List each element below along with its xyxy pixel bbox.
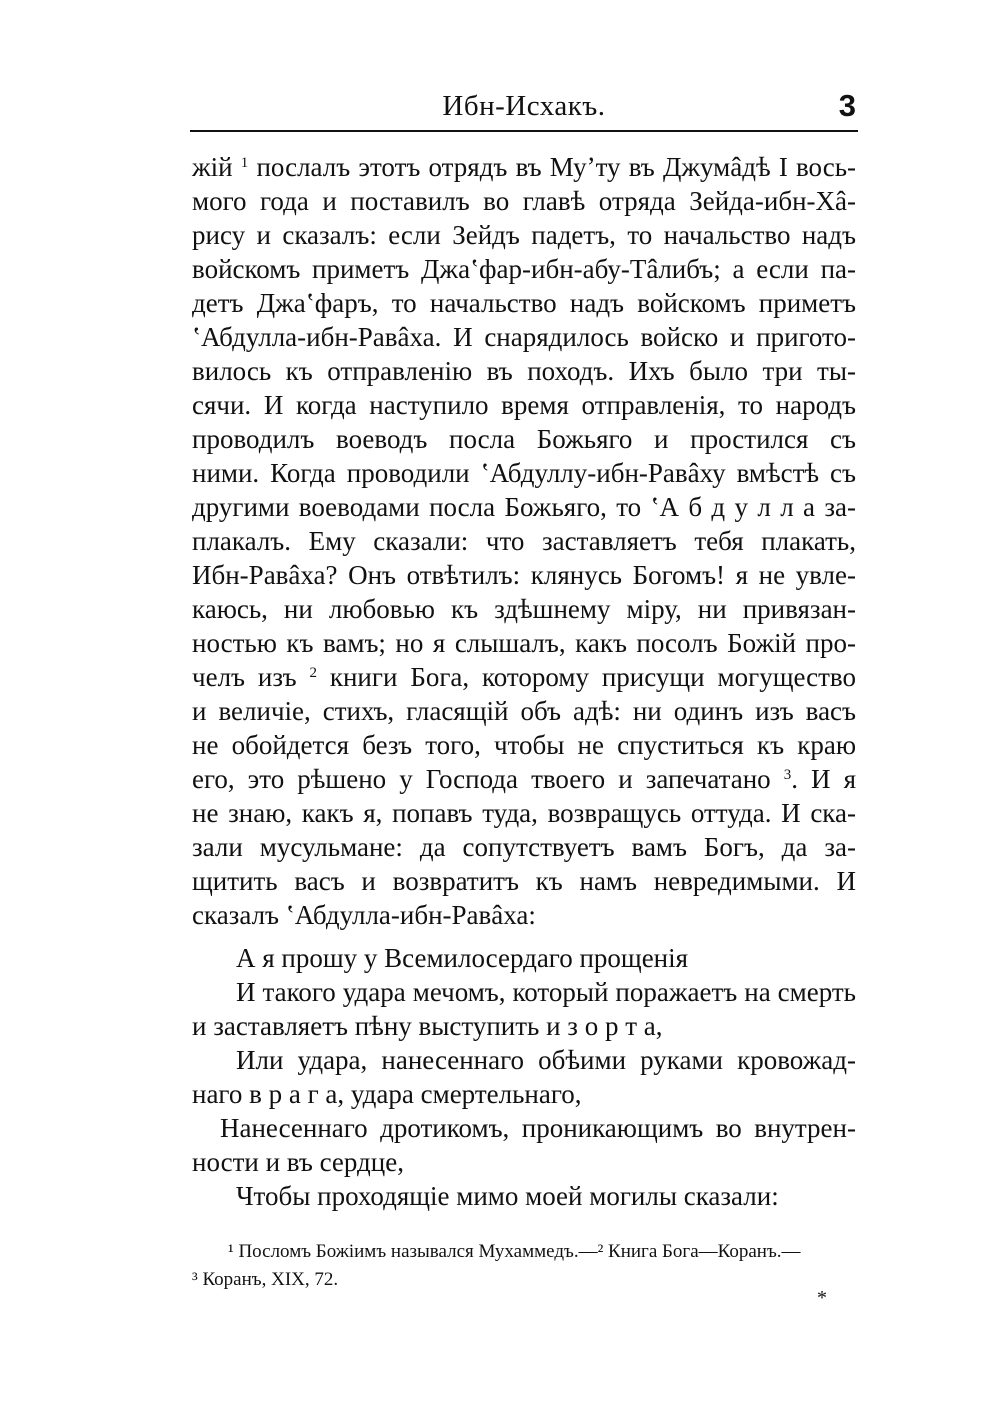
text-line: не знаю, какъ я, попавъ туда, возвращусь оттуда. И ска-: [192, 798, 856, 828]
text-line: другими воеводами посла Божьяго, то ʽА б д у л л а за-: [192, 492, 856, 522]
text-line: не обойдется безъ того, чтобы не спуститься къ краю: [192, 730, 856, 760]
footnote-ref: 3: [783, 767, 792, 783]
text-line: детъ Джаʽфаръ, то начальство надъ войскомъ приметъ: [192, 288, 856, 318]
text-segment: его, это рѣшено у Господа твоего и запечатано: [192, 764, 784, 794]
text-line: [192, 762, 856, 796]
text-segment: . И я: [791, 764, 856, 794]
text-line: вилось къ отправленію въ походъ. Ихъ было три ты-: [192, 356, 856, 386]
text-line: Ибн-Равâха? Онъ отвѣтилъ: клянусь Богомъ! я не увле-: [192, 560, 856, 590]
text-line: сячи. И когда наступило время отправленія, то народъ: [192, 390, 856, 420]
running-title: Ибн-Исхакъ.: [442, 90, 606, 122]
signature-mark: *: [817, 1287, 827, 1309]
text-line: сказалъ ʽАбдулла-ибн-Равâха:: [192, 900, 536, 930]
text-segment: послалъ этотъ отрядъ въ Муʼту въ Джумâдѣ I вось-: [248, 152, 857, 182]
text-segment: книги Бога, которому присущи могущество: [316, 662, 856, 692]
text-segment: челъ изъ: [192, 662, 310, 692]
text-line: и величіе, стихъ, гласящій объ адѣ: ни одинъ изъ васъ: [192, 696, 856, 726]
footnote-ref: 1: [240, 155, 249, 171]
text-line: проводилъ воеводъ посла Божьяго и простился съ: [192, 424, 856, 454]
text-line: ностью къ вамъ; но я слышалъ, какъ посолъ Божій про-: [192, 628, 856, 658]
verse-line: Чтобы проходящіе мимо моей могилы сказали:: [236, 1181, 779, 1211]
verse-line: ности и въ сердце,: [192, 1147, 404, 1177]
text-line: щитить васъ и возвратитъ къ намъ невредимыми. И: [192, 866, 856, 896]
text-line: плакалъ. Ему сказали: что заставляетъ тебя плакать,: [192, 526, 856, 556]
text-line: ними. Когда проводили ʽАбдуллу-ибн-Равâху вмѣстѣ съ: [192, 458, 856, 488]
verse-line: Или удара, нанесеннаго обѣими руками кровожад-: [236, 1045, 856, 1075]
verse-block: [192, 941, 856, 1213]
text-line: рису и сказалъ: если Зейдъ падетъ, то начальство надъ: [192, 220, 856, 250]
header-rule: [190, 130, 858, 132]
running-head: [190, 88, 858, 128]
text-line: зали мусульмане: да сопутствуетъ вамъ Богъ, да за-: [192, 832, 856, 862]
text-line: [192, 150, 856, 184]
text-line: [192, 660, 856, 694]
text-line: ʽАбдулла-ибн-Равâха. И снарядилось войско и пригото-: [192, 322, 856, 352]
footnotes: [192, 1238, 856, 1294]
verse-line: и заставляетъ пѣну выступить и з о р т а,: [192, 1011, 663, 1041]
verse-line: А я прошу у Всемилосердаго прощенія: [236, 943, 689, 973]
verse-line: И такого удара мечомъ, который поражаетъ на смерть: [236, 977, 856, 1007]
footnote-ref: 2: [309, 665, 317, 681]
verse-line: наго в р а г а, удара смертельнаго,: [192, 1079, 582, 1109]
page-number: 3: [838, 88, 856, 123]
body-text: [192, 150, 856, 932]
text-line: каюсь, ни любовью къ здѣшнему міру, ни привязан-: [192, 594, 856, 624]
footnote-line: ³ Коранъ, XIX, 72.: [192, 1269, 339, 1290]
text-segment: жій: [192, 152, 241, 182]
verse-line: Нанесеннаго дротикомъ, проникающимъ во внутрен-: [220, 1113, 856, 1143]
footnote-line: ¹ Посломъ Божіимъ назывался Мухаммедъ.—² Книга Бога—Коранъ.—: [228, 1241, 801, 1262]
text-line: войскомъ приметъ Джаʽфар-ибн-абу-Тâлибъ; а если па-: [192, 254, 856, 284]
text-line: мого года и поставилъ во главѣ отряда Зейда-ибн-Хâ-: [192, 186, 856, 216]
